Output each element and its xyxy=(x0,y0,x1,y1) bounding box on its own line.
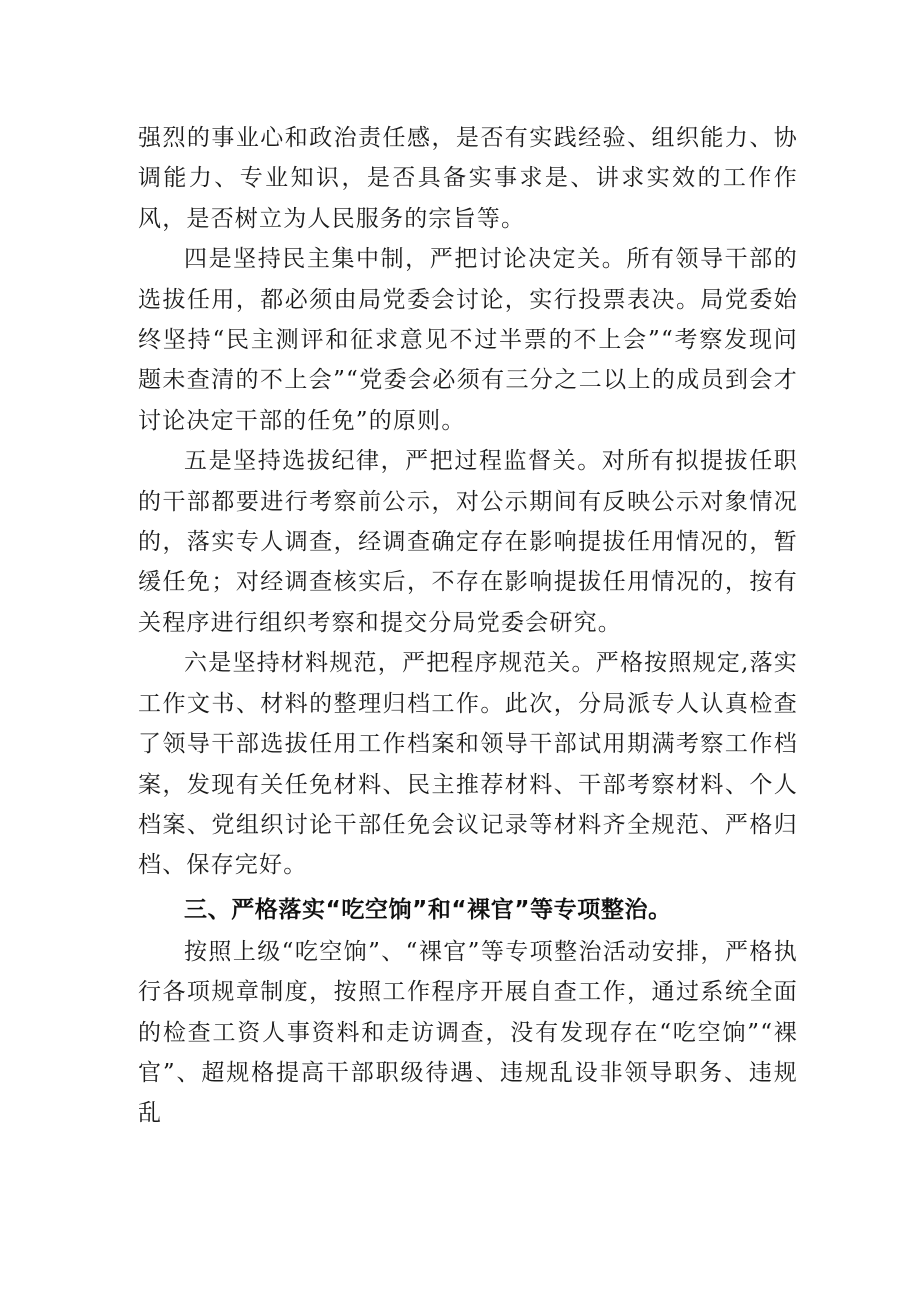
paragraph-item-four: 四是坚持民主集中制，严把讨论决定关。所有领导干部的选拔任用，都必须由局党委会讨论，实行投票表决。局党委始终坚持“民主测评和征求意见不过半票的不上会”“考察发现问题未查清的不上会”“党委会必须有三分之二以上的成员到会才讨论决定干部的任免”的原则。 xyxy=(138,246,798,434)
paragraph-continuation: 强烈的事业心和政治责任感，是否有实践经验、组织能力、协调能力、专业知识，是否具备实事求是、讲求实效的工作作风，是否树立为人民服务的宗旨等。 xyxy=(138,125,798,232)
paragraph-item-six: 六是坚持材料规范，严把程序规范关。严格按照规定,落实工作文书、材料的整理归档工作。此次，分局派专人认真检查了领导干部选拔任用工作档案和领导干部试用期满考察工作档案，发现有关任免材料、民主推荐材料、干部考察材料、个人档案、党组织讨论干部任免会议记录等材料齐全规范、严格归档、保存完好。 xyxy=(138,650,798,879)
paragraph-item-five: 五是坚持选拔纪律，严把过程监督关。对所有拟提拔任职的干部都要进行考察前公示，对公示期间有反映公示对象情况的，落实专人调查，经调查确定存在影响提拔任用情况的，暂缓任免；对经调查核实后，不存在影响提拔任用情况的，按有关程序进行组织考察和提交分局党委会研究。 xyxy=(138,448,798,636)
section-paragraph: 按照上级“吃空饷”、“裸官”等专项整治活动安排，严格执行各项规章制度，按照工作程序开展自查工作，通过系统全面的检查工资人事资料和走访调查，没有发现存在“吃空饷”“裸官”、超规格提高干部职级待遇、违规乱设非领导职务、违规乱 xyxy=(138,938,798,1127)
document-page xyxy=(138,118,798,1134)
section-heading: 三、严格落实“吃空饷”和“裸官”等专项整治。 xyxy=(184,896,672,923)
